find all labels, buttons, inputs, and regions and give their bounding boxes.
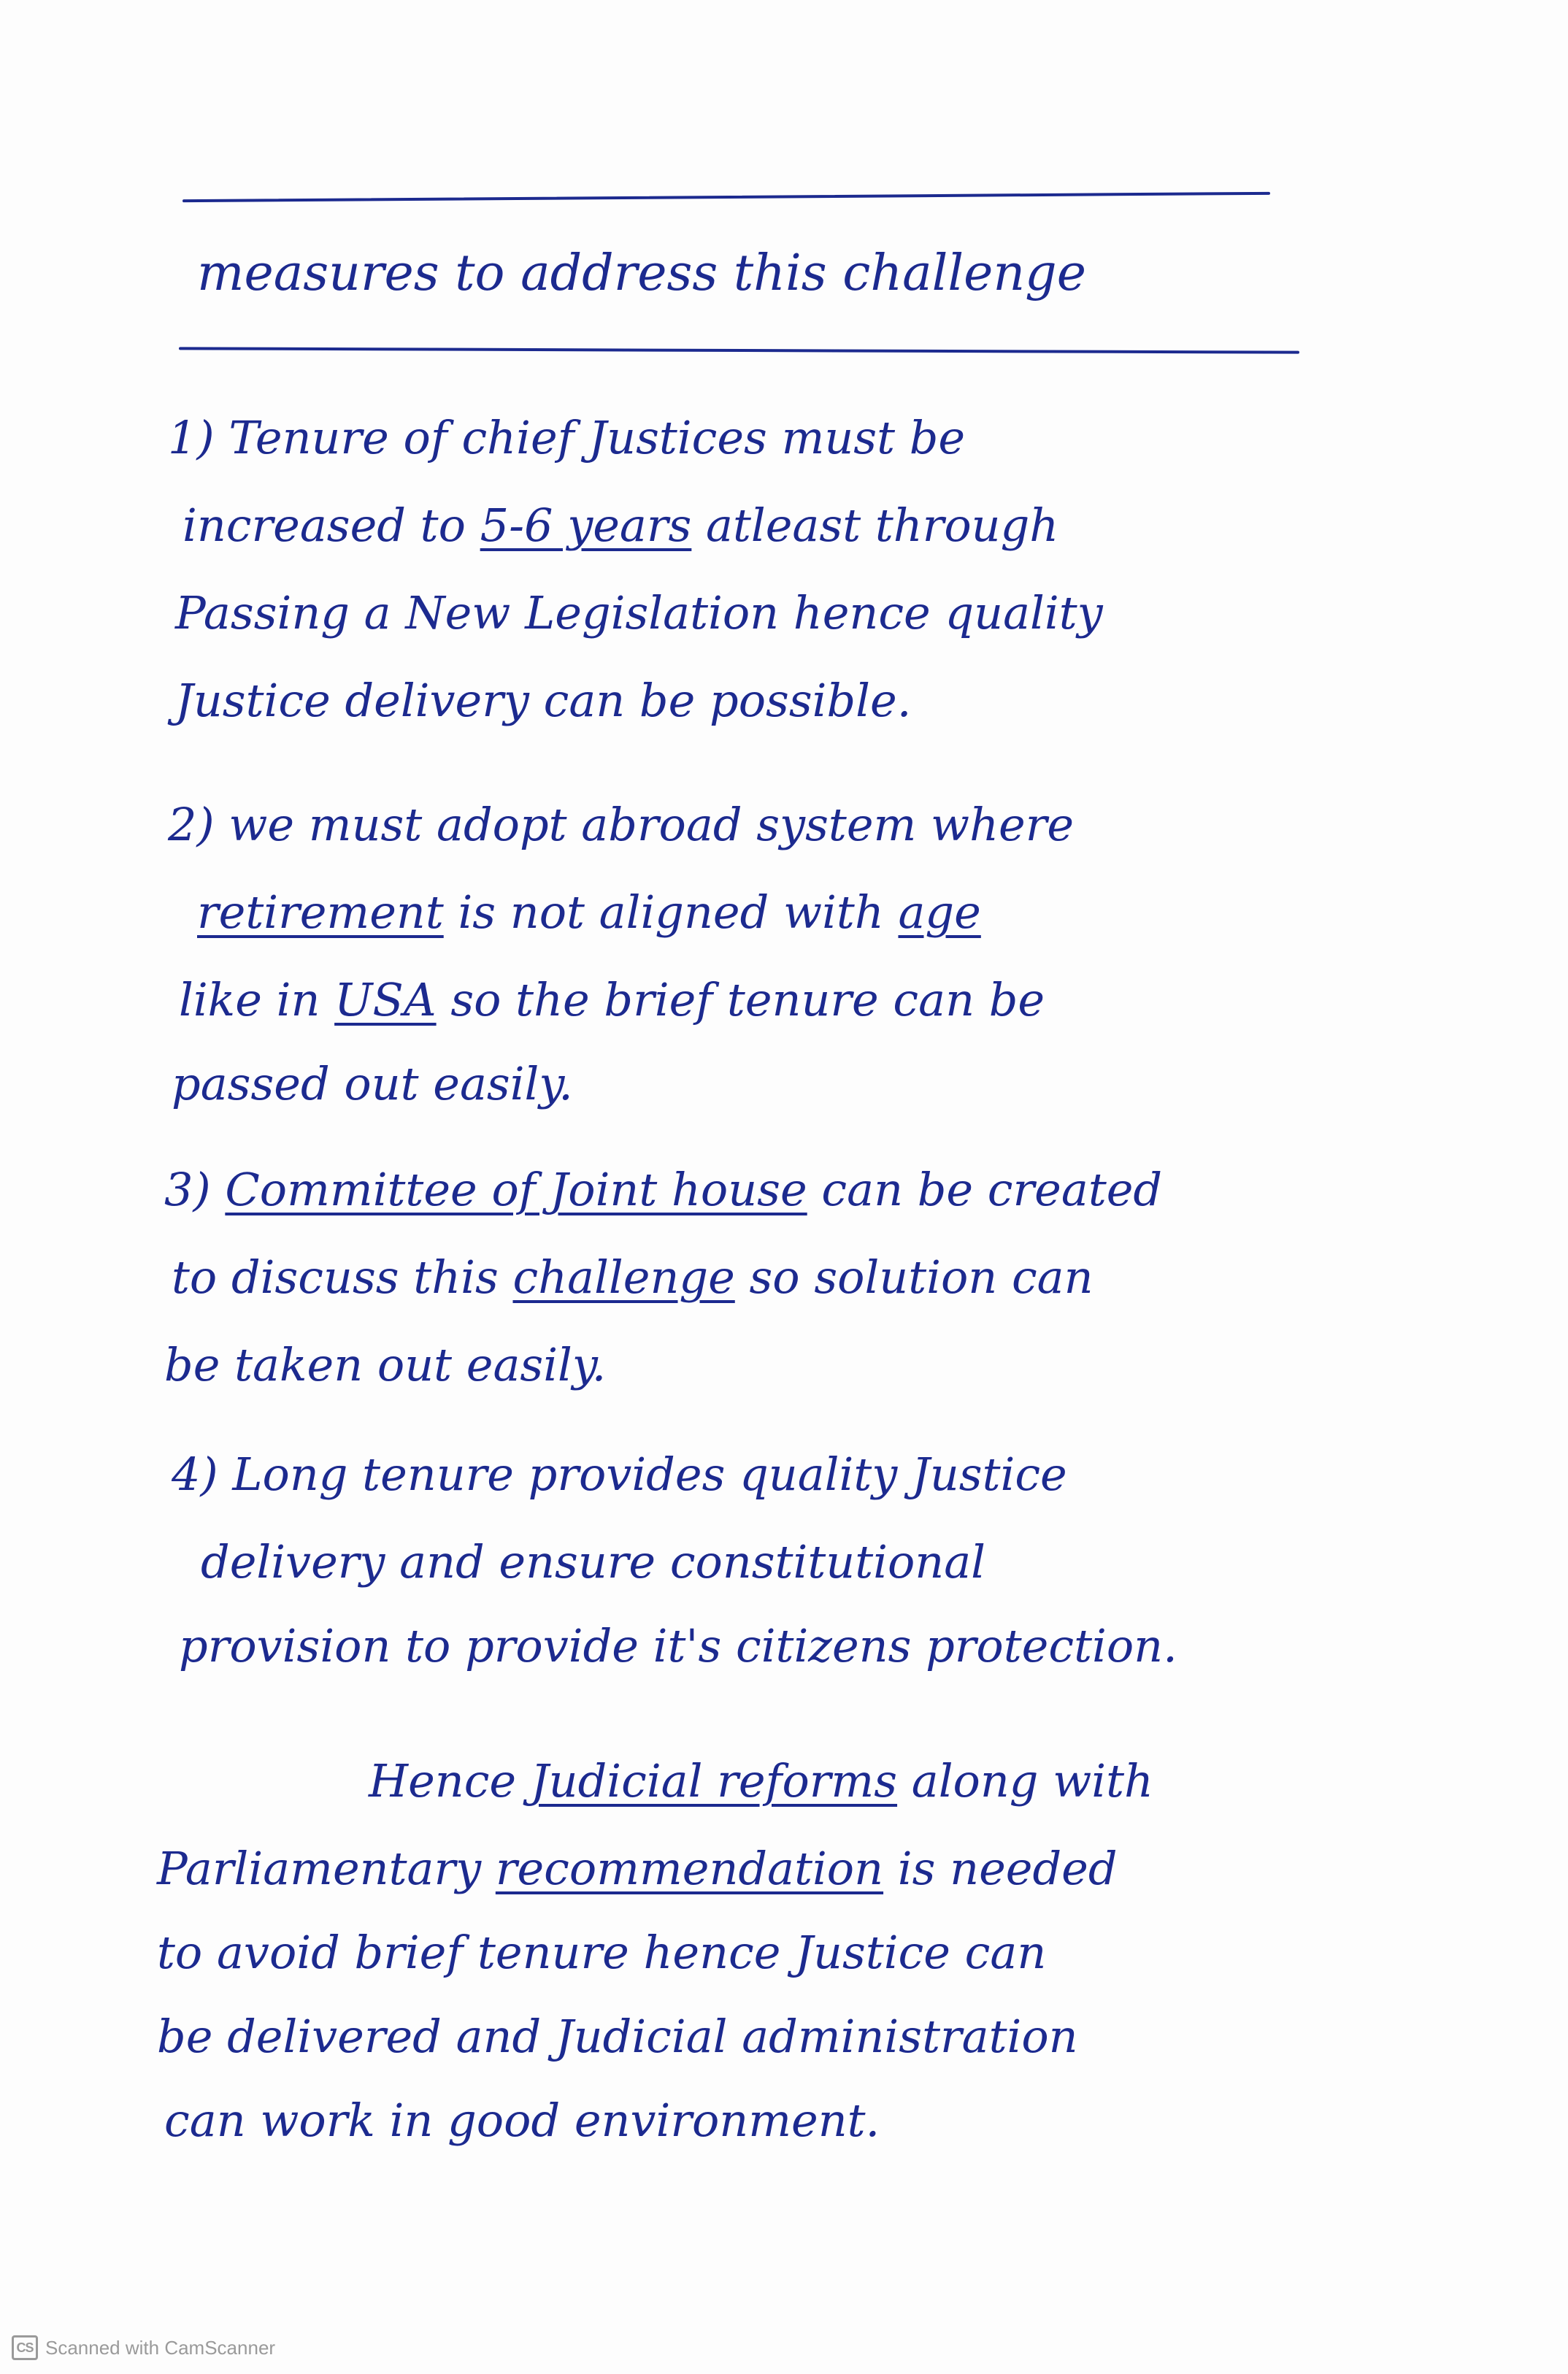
underlined-phrase: recommendation xyxy=(495,1842,884,1895)
underlined-phrase: 5-6 years xyxy=(480,499,692,552)
text-line: 4) Long tenure provides quality Justice xyxy=(172,1448,1067,1501)
underlined-phrase: USA xyxy=(334,973,437,1026)
text-line: delivery and ensure constitutional xyxy=(201,1535,986,1589)
underlined-phrase: Judicial reforms xyxy=(530,1754,898,1808)
text-line: Parliamentary recommendation is needed xyxy=(157,1842,1118,1895)
text-line: 2) we must adopt abroad system where xyxy=(168,798,1075,851)
underlined-phrase: age xyxy=(898,886,981,939)
scanner-watermark xyxy=(12,2333,275,2362)
text-line: like in USA so the brief tenure can be xyxy=(179,973,1045,1026)
text-line: to avoid brief tenure hence Justice can xyxy=(157,1926,1047,1979)
watermark-text: Scanned with CamScanner xyxy=(45,2336,276,2359)
text-line: Passing a New Legislation hence quality xyxy=(175,586,1103,639)
text-line: retirement is not aligned with age xyxy=(197,886,981,939)
underlined-phrase: challenge xyxy=(512,1251,735,1304)
camscanner-logo-icon: CS xyxy=(12,2335,38,2360)
bottom-rule xyxy=(179,347,1299,353)
text-line: to discuss this challenge so solution can xyxy=(172,1251,1094,1304)
text-line: 3) Committee of Joint house can be created xyxy=(164,1163,1163,1216)
text-line: be taken out easily. xyxy=(164,1338,607,1391)
underlined-phrase: retirement xyxy=(197,886,444,939)
text-line: Justice delivery can be possible. xyxy=(175,674,912,727)
underlined-phrase: Committee of Joint house xyxy=(225,1163,807,1216)
text-line: increased to 5-6 years atleast through xyxy=(182,499,1059,552)
text-line: passed out easily. xyxy=(172,1057,573,1110)
text-line: provision to provide it's citizens protection. xyxy=(179,1619,1177,1672)
text-line: Hence Judicial reforms along with xyxy=(369,1754,1153,1808)
text-line: can work in good environment. xyxy=(164,2094,880,2147)
top-rule xyxy=(182,192,1270,202)
text-line: 1) Tenure of chief Justices must be xyxy=(168,411,966,464)
page-heading: measures to address this challenge xyxy=(197,245,1086,302)
text-line: be delivered and Judicial administration xyxy=(157,2010,1078,2063)
